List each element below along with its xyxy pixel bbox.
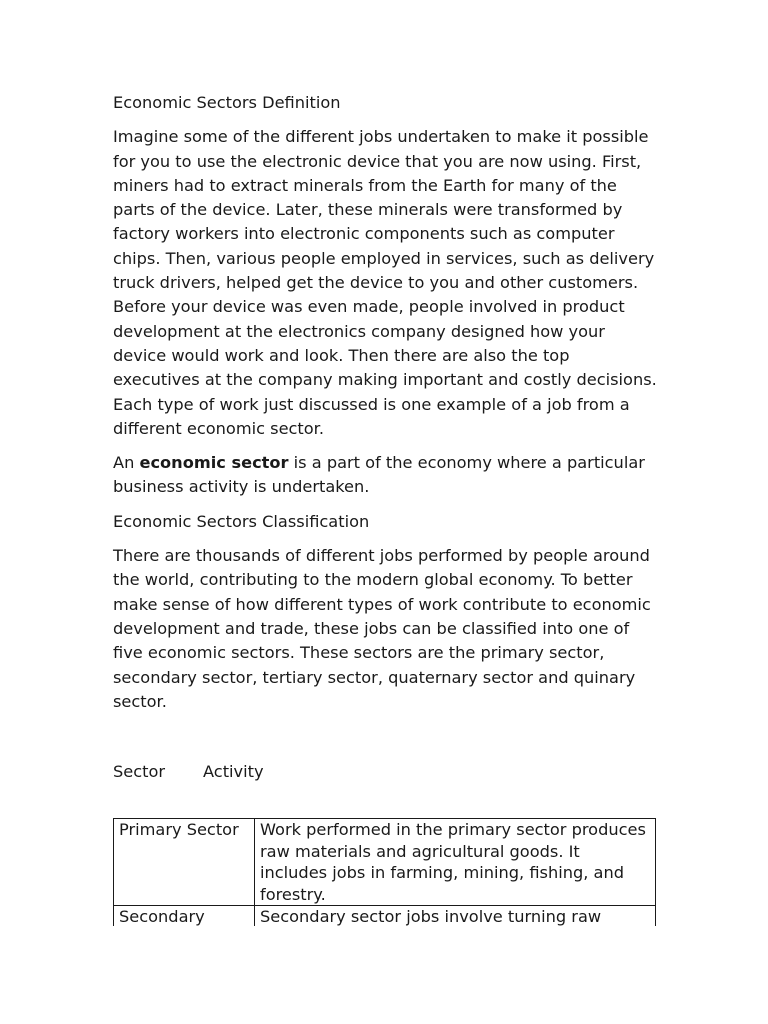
classification-paragraph: There are thousands of different jobs performed by people around the world, contributing to the modern global economy. To better make sense of how different types of work contribute to economic development and trade, these jobs can be classified into one of five economic sectors. These sectors are the primary sector, secondary sector, tertiary sector, quaternary sector and quinary sector. xyxy=(113,546,651,711)
sectors-table xyxy=(113,818,656,929)
spacer xyxy=(113,714,658,760)
table-header-activity: Activity xyxy=(203,762,264,782)
table-row xyxy=(114,819,656,906)
sector-cell: Primary Sector xyxy=(114,819,255,906)
sector-cell: Secondary xyxy=(114,906,255,929)
table-row xyxy=(114,906,656,929)
definition-term: economic sector xyxy=(139,453,289,473)
intro-paragraph: Imagine some of the different jobs undertaken to make it possible for you to use the electronic device that you are now using. First, miners had to extract minerals from the Earth for many of the parts of the device. Later, these minerals were transformed by factory workers into electronic components such as computer chips. Then, various people employed in services, such as delivery truck drivers, helped get the device to you and other customers. Before your device was even made, people involved in product development at the electronics company designed how your device would work and look. Then there are also the top executives at the company making important and costly decisions. Each type of work just discussed is one example of a job from a different economic sector. xyxy=(113,127,657,438)
definition-paragraph xyxy=(113,451,658,500)
table-header xyxy=(113,760,658,784)
page-bottom-margin xyxy=(100,926,700,1024)
activity-cell: Secondary sector jobs involve turning raw xyxy=(255,906,656,929)
definition-prefix: An xyxy=(113,453,140,473)
definition-suffix: is a part of the economy where a particular business activity is undertaken. xyxy=(113,453,645,497)
section-heading-classification: Economic Sectors Classification xyxy=(113,511,370,531)
document-page xyxy=(113,91,658,784)
activity-cell: Work performed in the primary sector produces raw materials and agricultural goods. It includes jobs in farming, mining, fishing, and forestry. xyxy=(255,819,656,906)
table-header-sector: Sector xyxy=(113,762,166,782)
section-heading-definition: Economic Sectors Definition xyxy=(113,93,341,112)
